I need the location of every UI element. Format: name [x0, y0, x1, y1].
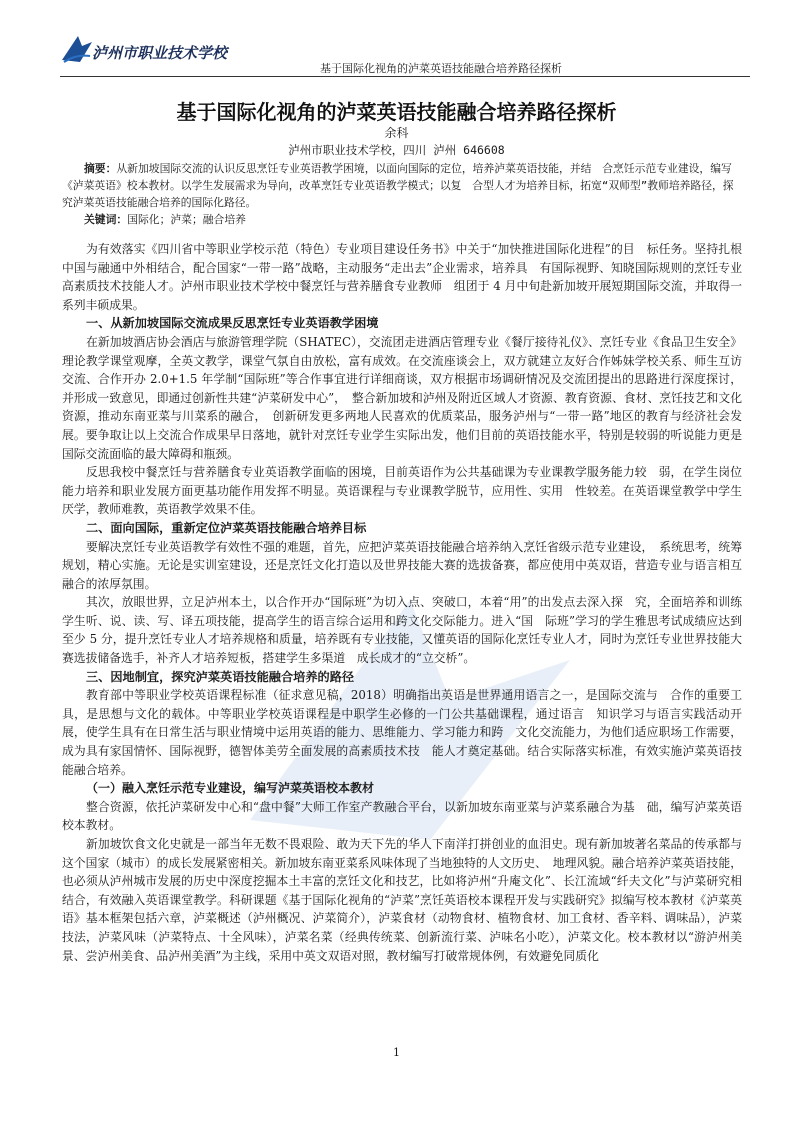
section3-paragraph-1: 教育部中等职业学校英语课程标准（征求意见稿，2018）明确指出英语是世界通用语言之一，是国际交流与 合作的重要工具，是思想与文化的载体。中等职业学校英语课程是中职学生必修的一门公共基础课程，通过语言 知识学习与语言实践活动开展，使学生具有在日常生活与职业情境中运用英语的能力、思维能力、学习能力和跨 文化交流能力，为他们适应职场工作需要，成为具有家国情怀、国际视野，德智体美劳全面发展的高素质技术技 能人才奠定基础。结合实际落实标准，有效实施泸菜英语技能融合培养。 [62, 688, 742, 777]
author-affiliation: 泸州市职业技术学校，四川 泸州 646608 [288, 143, 505, 157]
abstract-label: 摘要： [84, 162, 117, 175]
keywords [62, 211, 742, 228]
header-divider [60, 76, 750, 77]
school-logo [60, 30, 228, 70]
subsection1-paragraph-2: 新加坡饮食文化史就是一部当年无数不畏艰险、敢为天下先的华人下南洋打拼创业的血泪史。现有新加坡著名菜品的传承都与这个国家（城市）的成长发展紧密相关。新加坡东南亚菜系风味体现了当地独特的人文历史、 地理风貌。融合培养泸菜英语技能，也必须从泸州城市发展的历史中深度挖掘本土丰富的烹饪文化和技艺，比如将泸州“升庵文化”、长江流域“纤夫文化”与泸菜研究相结合，有效融入英语课堂教学。科研课题《基于国际化视角的“泸菜”烹饪英语校本课程开发与实践研究》拟编写校本教材《泸菜英语》基本框架包括六章，泸菜概述（泸州概况、泸菜简介），泸菜食材（动物食材、植物食材、加工食材、香辛料、调味品），泸菜技法，泸菜风味（泸菜特点、十全风味），泸菜名菜（经典传统菜、创新流行菜、泸味名小吃），泸菜文化。校本教材以“游泸州美景、尝泸州美食、品泸州美酒”为主线，采用中英文双语对照，教材编写打破常规体例，有效避免同质化 [62, 837, 742, 963]
abstract-text: 从新加坡国际交流的认识反思烹饪专业英语教学困境，以面向国际的定位，培养泸菜英语技能，并结 合烹饪示范专业建设，编写《泸菜英语》校本教材。以学生发展需求为导向，改革烹饪专业英语教学模式；以复 合型人才为培养目标，拓宽“双师型”教师培养路径，探究泸菜英语技能融合培养的国际化路径。 [62, 162, 734, 209]
abstract [62, 160, 742, 211]
subsection-heading-1: （一）融入烹饪示范专业建设，编写泸菜英语校本教材 [86, 781, 375, 796]
section-heading-3: 三、因地制宜，探究泸菜英语技能融合培养的路径 [86, 669, 355, 684]
paper-body [62, 160, 742, 965]
section-heading-2: 二、面向国际，重新定位泸菜英语技能融合培养目标 [86, 520, 367, 535]
keywords-label: 关键词： [84, 213, 128, 226]
author-name: 余科 [384, 126, 409, 140]
page-number: 1 [393, 1046, 400, 1059]
subsection1-paragraph-1: 整合资源，依托泸菜研发中心和“盘中餐”大师工作室产教融合平台，以新加坡东南亚菜与泸菜系融合为基 础，编写泸菜英语校本教材。 [62, 799, 742, 833]
section-heading-1: 一、从新加坡国际交流成果反思烹饪专业英语教学困境 [86, 316, 379, 331]
logo-text: 泸州市职业技术学校 [92, 44, 228, 62]
section2-paragraph-1: 要解决烹饪专业英语教学有效性不强的难题，首先，应把泸菜英语技能融合培养纳入烹饪省级示范专业建设， 系统思考，统筹规划，精心实施。无论是实训室建设，还是烹饪文化打造以及世界技能大赛的选拔备赛，都应使用中英双语，营造专业与语言相互融合的浓厚氛围。 [62, 539, 742, 591]
section2-paragraph-2: 其次，放眼世界，立足泸州本土，以合作开办“国际班”为切入点、突破口，本着“用”的出发点去深入探 究，全面培养和训练学生听、说、读、写、译五项技能，提高学生的语言综合运用和跨文化交际能力。进入“国 际班”学习的学生雅思考试成绩应达到至少 5 分，提升烹饪专业人才培养规格和质量，培养既有专业技能，又懂英语的国际化烹饪专业人才，同时为烹饪专业世界技能大赛选拔储备选手，补齐人才培养短板，搭建学生多渠道 成长成才的“立交桥”。 [62, 595, 742, 666]
keywords-text: 国际化；泸菜；融合培养 [127, 213, 246, 226]
section1-paragraph-2: 反思我校中餐烹饪与营养膳食专业英语教学面临的困境，目前英语作为公共基础课为专业课教学服务能力较 弱，在学生岗位能力培养和职业发展方面更基功能作用发挥不明显。英语课程与专业课教学脱节，应用性、实用 性较差。在英语课堂教学中学生厌学，教师难教，英语教学效果不佳。 [62, 465, 742, 517]
page-header [60, 30, 750, 78]
paper-title: 基于国际化视角的泸菜英语技能融合培养路径探析 [176, 100, 617, 124]
intro-paragraph: 为有效落实《四川省中等职业学校示范（特色）专业项目建设任务书》中关于“加快推进国际化进程”的目 标任务。坚持扎根中国与融通中外相结合，配合国家“一带一路”战略，主动服务“走出去”企业需求，培养具 有国际视野、知晓国际规则的烹饪专业高素质技术技能人才。泸州市职业技术学校中餐烹饪与营养膳食专业教师 组团于 4 月中旬赴新加坡开展短期国际交流，并取得一系列丰硕成果。 [62, 242, 742, 312]
running-title: 基于国际化视角的泸菜英语技能融合培养路径探析 [320, 62, 562, 75]
school-emblem-icon [60, 32, 94, 66]
section1-paragraph-1: 在新加坡酒店协会酒店与旅游管理学院（SHATEC），交流团走进酒店管理专业《餐厅接待礼仪》、烹饪专业《食品卫生安全》理论教学课堂观摩，全英文教学，课堂气氛自由放松，富有成效。在交流座谈会上，双方就建立友好合作姊妹学校关系、师生互访交流、合作开办 2.0+1.5 年学制“国际班”等合作事宜进行详细商谈，双方根据市场调研情况及交流团提出的思路进行深度探讨，并形成一致意见，即通过创新性共建“泸菜研发中心”， 整合新加坡和泸州及附近区域人才资源、教育资源、食材、烹饪技艺和文化资源，推动东南亚菜与川菜系的融合， 创新研发更多两地人民喜欢的优质菜品，服务泸州与“一带一路”地区的教育与经济社会发展。要争取让以上交流合作成果早日落地，就针对烹饪专业学生实际出发，他们目前的英语技能水平，特别是较弱的听说能力更是国际交流面临的最大障碍和瓶颈。 [62, 334, 742, 461]
